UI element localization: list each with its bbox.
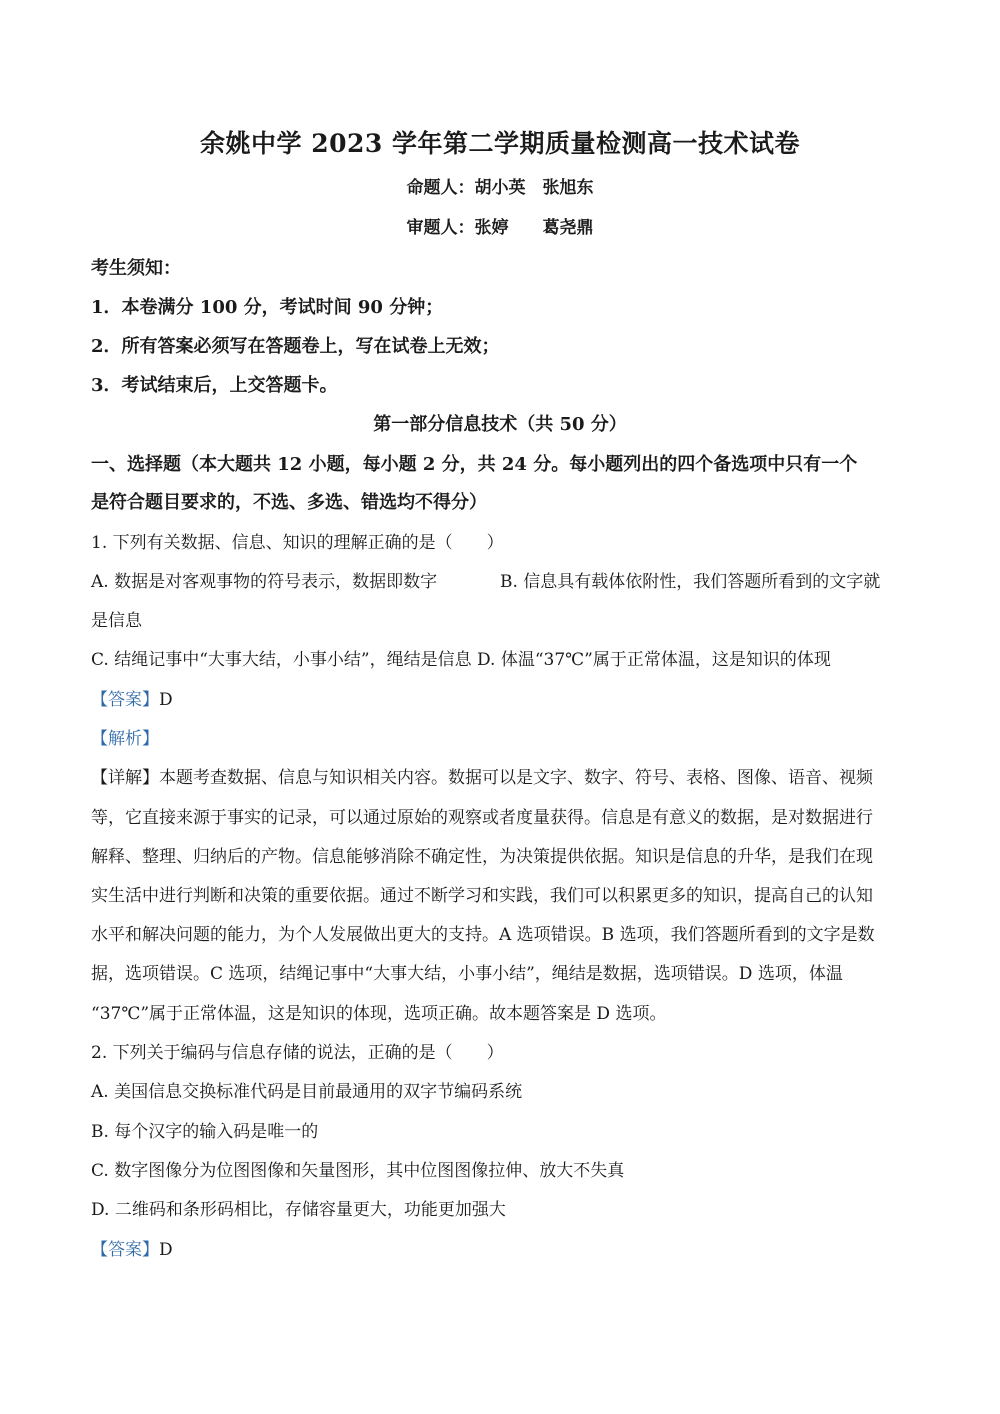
reviewers-line: 审题人：张婷 葛尧鼎 bbox=[406, 218, 594, 238]
notice-item: 2．所有答案必须写在答题卷上，写在试卷上无效； bbox=[91, 336, 500, 357]
q2-option-b: B. 每个汉字的输入码是唯一的 bbox=[91, 1122, 319, 1142]
q1-option-b-cont: 是信息 bbox=[91, 611, 142, 631]
q2-option-d: D. 二维码和条形码相比，存储容量更大，功能更加强大 bbox=[91, 1200, 506, 1220]
q1-detail-line: “37℃”属于正常体温，这是知识的体现，选项正确。故本题答案是 D 选项。 bbox=[91, 1004, 667, 1024]
q1-option-a: A. 数据是对客观事物的符号表示，数据即数字 bbox=[91, 572, 438, 592]
q1-stem: 1. 下列有关数据、信息、知识的理解正确的是（ ） bbox=[91, 533, 504, 553]
detail-tag: 【详解】 bbox=[91, 768, 159, 788]
q1-options-ab bbox=[91, 570, 971, 594]
q1-detail-line: 等，它直接来源于事实的记录，可以通过原始的观察或者度量获得。信息是有意义的数据，是对数据进行 bbox=[91, 808, 873, 828]
answer-value: D bbox=[159, 690, 173, 710]
q2-answer bbox=[91, 1238, 173, 1262]
authors-line: 命题人：胡小英 张旭东 bbox=[406, 178, 594, 198]
section-instructions: 一、选择题（本大题共 12 小题，每小题 2 分，共 24 分。每小题列出的四个备选项中只有一个 bbox=[91, 454, 858, 475]
answer-tag: 【答案】 bbox=[91, 690, 159, 710]
q1-detail-line: 据，选项错误。C 选项，结绳记事中“大事大结，小事小结”，绳结是数据，选项错误。D 选项，体温 bbox=[91, 964, 843, 984]
q1-option-b: B. 信息具有载体依附性，我们答题所看到的文字就 bbox=[500, 572, 881, 592]
q1-detail-line: 解释、整理、归纳后的产物。信息能够消除不确定性，为决策提供依据。知识是信息的升华，是我们在现 bbox=[91, 847, 873, 867]
notice-item: 1．本卷满分 100 分，考试时间 90 分钟； bbox=[91, 297, 444, 318]
q2-option-a: A. 美国信息交换标准代码是目前最通用的双字节编码系统 bbox=[91, 1082, 523, 1102]
q2-stem: 2. 下列关于编码与信息存储的说法，正确的是（ ） bbox=[91, 1043, 504, 1063]
notice-item: 3．考试结束后，上交答题卡。 bbox=[91, 375, 338, 396]
answer-value: D bbox=[159, 1240, 173, 1260]
answer-tag: 【答案】 bbox=[91, 1240, 159, 1260]
q1-detail-line bbox=[91, 766, 873, 790]
section-instructions-cont: 是符合题目要求的，不选、多选、错选均不得分） bbox=[91, 492, 487, 513]
analysis-tag: 【解析】 bbox=[91, 729, 159, 749]
part-heading: 第一部分信息技术（共 50 分） bbox=[373, 414, 627, 435]
page-title: 余姚中学 2023 学年第二学期质量检测高一技术试卷 bbox=[200, 129, 800, 158]
q2-option-c: C. 数字图像分为位图图像和矢量图形，其中位图图像拉伸、放大不失真 bbox=[91, 1161, 625, 1181]
notice-heading: 考生须知： bbox=[91, 258, 181, 279]
q1-detail-line: 水平和解决问题的能力，为个人发展做出更大的支持。A 选项错误。B 选项，我们答题所看到的文字是数 bbox=[91, 925, 875, 945]
q1-answer bbox=[91, 688, 173, 712]
q1-options-cd: C. 结绳记事中“大事大结，小事小结”，绳结是信息 D. 体温“37℃”属于正常体温，这是知识的体现 bbox=[91, 650, 831, 670]
q1-detail-line: 实生活中进行判断和决策的重要依据。通过不断学习和实践，我们可以积累更多的知识，提高自己的认知 bbox=[91, 886, 873, 906]
detail-text: 本题考查数据、信息与知识相关内容。数据可以是文字、数字、符号、表格、图像、语音、视频 bbox=[159, 768, 873, 788]
